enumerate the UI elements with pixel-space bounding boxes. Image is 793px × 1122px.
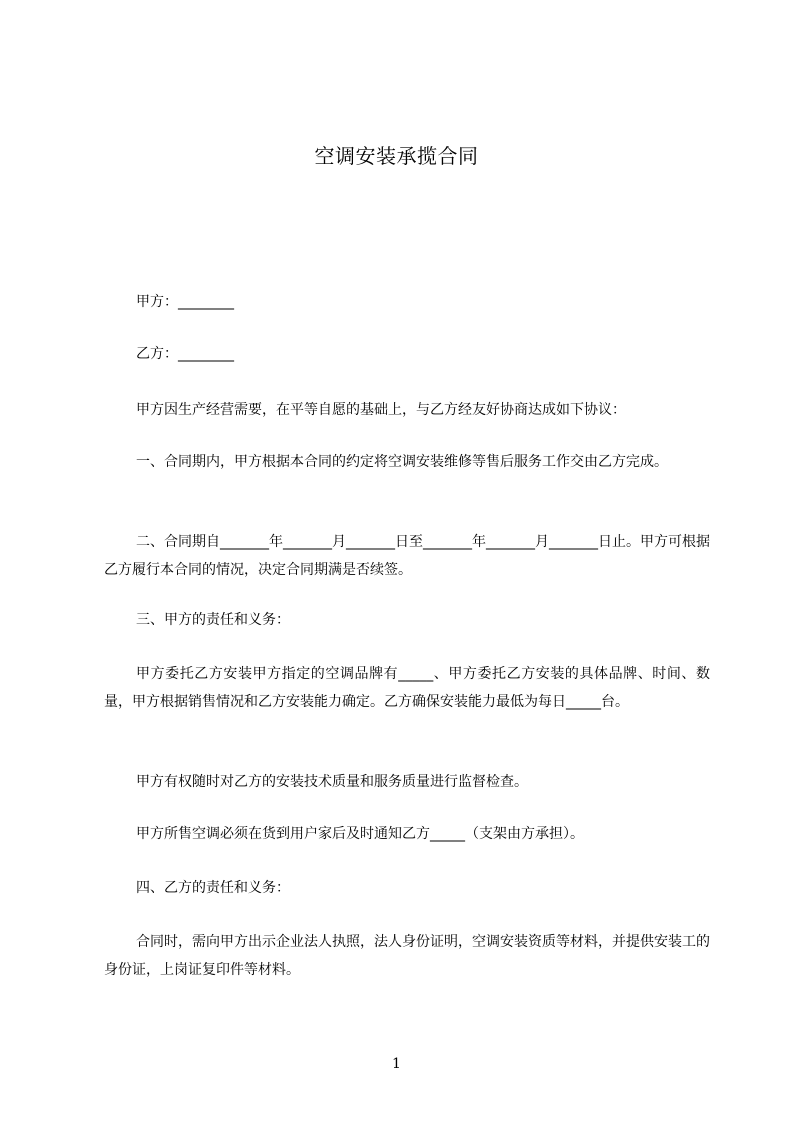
clause-4-heading: 四、乙方的责任和义务： [136, 880, 290, 896]
clause-3-paragraph-2: 甲方有权随时对乙方的安装技术质量和服务质量进行监督检查。 [136, 774, 528, 790]
clause-3-heading: 三、甲方的责任和义务： [136, 612, 290, 628]
clause-1-paragraph: 一、合同期内，甲方根据本合同的约定将空调安装维修等售后服务工作交由乙方完成。 [136, 454, 668, 470]
party-a-line: 甲方：________ [136, 294, 234, 310]
clause-4-paragraph-1: 合同时，需向甲方出示企业法人执照，法人身份证明，空调安装资质等材料，并提供安装工的身份证，上岗证复印件等材料。 [104, 934, 710, 978]
clause-2-paragraph: 二、合同期自_______年_______月_______日至_______年_______月_______日止。甲方可根据乙方履行本合同的情况，决定合同期满是否续签。 [104, 534, 710, 578]
party-b-line: 乙方：________ [136, 346, 234, 362]
page-number: 1 [392, 1056, 401, 1072]
preamble-paragraph: 甲方因生产经营需要，在平等自愿的基础上，与乙方经友好协商达成如下协议： [136, 402, 626, 418]
clause-3-paragraph-3: 甲方所售空调必须在货到用户家后及时通知乙方_____（支架由方承担）。 [136, 826, 584, 842]
clause-3-paragraph-1: 甲方委托乙方安装甲方指定的空调品牌有_____、甲方委托乙方安装的具体品牌、时间、数量，甲方根据销售情况和乙方安装能力确定。乙方确保安装能力最低为每日_____台。 [104, 666, 710, 710]
document-title: 空调安装承揽合同 [314, 144, 479, 168]
